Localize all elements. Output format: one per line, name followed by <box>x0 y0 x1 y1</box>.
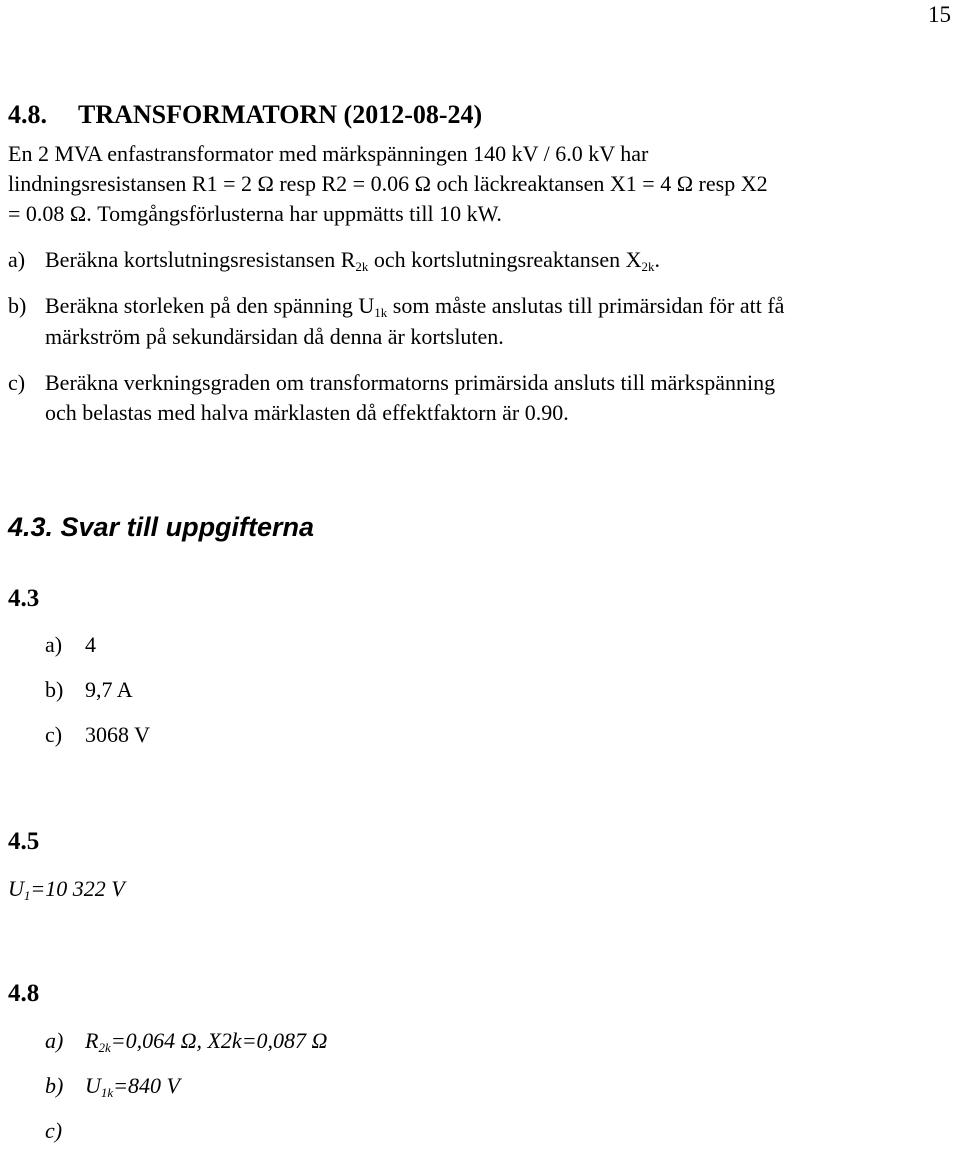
question-text: märkström på sekundärsidan då denna är kortsluten. <box>45 324 504 349</box>
page-number: 15 <box>928 2 951 27</box>
section-title-text: TRANSFORMATORN (2012-08-24) <box>78 100 483 129</box>
section-title <box>8 100 482 130</box>
answer-group-number: 4.8 <box>8 980 40 1007</box>
question-text <box>45 293 784 319</box>
subscript: 1k <box>374 305 388 320</box>
subscript: 2k <box>98 1040 111 1055</box>
answer-value <box>8 876 125 902</box>
text-part: som måste anslutas till primärsidan för att få <box>387 293 785 318</box>
question-label: c) <box>8 370 26 395</box>
question-text: Beräkna verkningsgraden om transformatorns primärsida ansluts till märkspänning <box>45 370 776 395</box>
intro-line: En 2 MVA enfastransformator med märkspänningen 140 kV / 6.0 kV har <box>8 141 649 166</box>
answer-group-number: 4.3 <box>8 585 40 612</box>
text-part: =0,064 Ω, X2k=0,087 Ω <box>110 1028 328 1053</box>
subscript: 2k <box>641 259 655 274</box>
text-part: =10 322 V <box>30 876 125 901</box>
answer-label: b) <box>45 677 64 702</box>
answer-value <box>85 1073 180 1099</box>
question-text <box>45 247 660 273</box>
text-part: . <box>654 247 661 272</box>
text-part: och kortslutningsreaktansen X <box>368 247 642 272</box>
text-part: U <box>85 1073 101 1098</box>
text-part: U <box>8 876 24 901</box>
answer-label: b) <box>45 1073 64 1098</box>
intro-line: = 0.08 Ω. Tomgångsförlusterna har uppmätts till 10 kW. <box>8 201 502 226</box>
subscript: 2k <box>355 259 369 274</box>
subscript: 1k <box>100 1085 114 1100</box>
text-part: Beräkna kortslutningsresistansen R <box>45 247 356 272</box>
question-text: och belastas med halva märklasten då effektfaktorn är 0.90. <box>45 400 569 425</box>
answer-label: c) <box>45 1118 63 1143</box>
subscript: 1 <box>23 888 31 903</box>
answer-value: 3068 V <box>85 722 150 747</box>
answer-label: c) <box>45 722 63 747</box>
answer-value: 9,7 A <box>85 677 133 702</box>
question-label: b) <box>8 293 27 318</box>
text-part: =840 V <box>113 1073 180 1098</box>
answers-heading: 4.3. Svar till uppgifterna <box>8 512 315 542</box>
answer-label: a) <box>45 632 63 657</box>
text-part: Beräkna storleken på den spänning U <box>45 293 375 318</box>
answer-group-number: 4.5 <box>8 828 40 855</box>
intro-line: lindningsresistansen R1 = 2 Ω resp R2 = 0.06 Ω och läckreaktansen X1 = 4 Ω resp X2 <box>8 171 768 196</box>
answer-value <box>85 1028 327 1054</box>
text-part: R <box>85 1028 99 1053</box>
section-number: 4.8. <box>8 100 47 129</box>
question-label: a) <box>8 247 26 272</box>
answer-value: 4 <box>85 632 96 657</box>
answer-label: a) <box>45 1028 64 1053</box>
